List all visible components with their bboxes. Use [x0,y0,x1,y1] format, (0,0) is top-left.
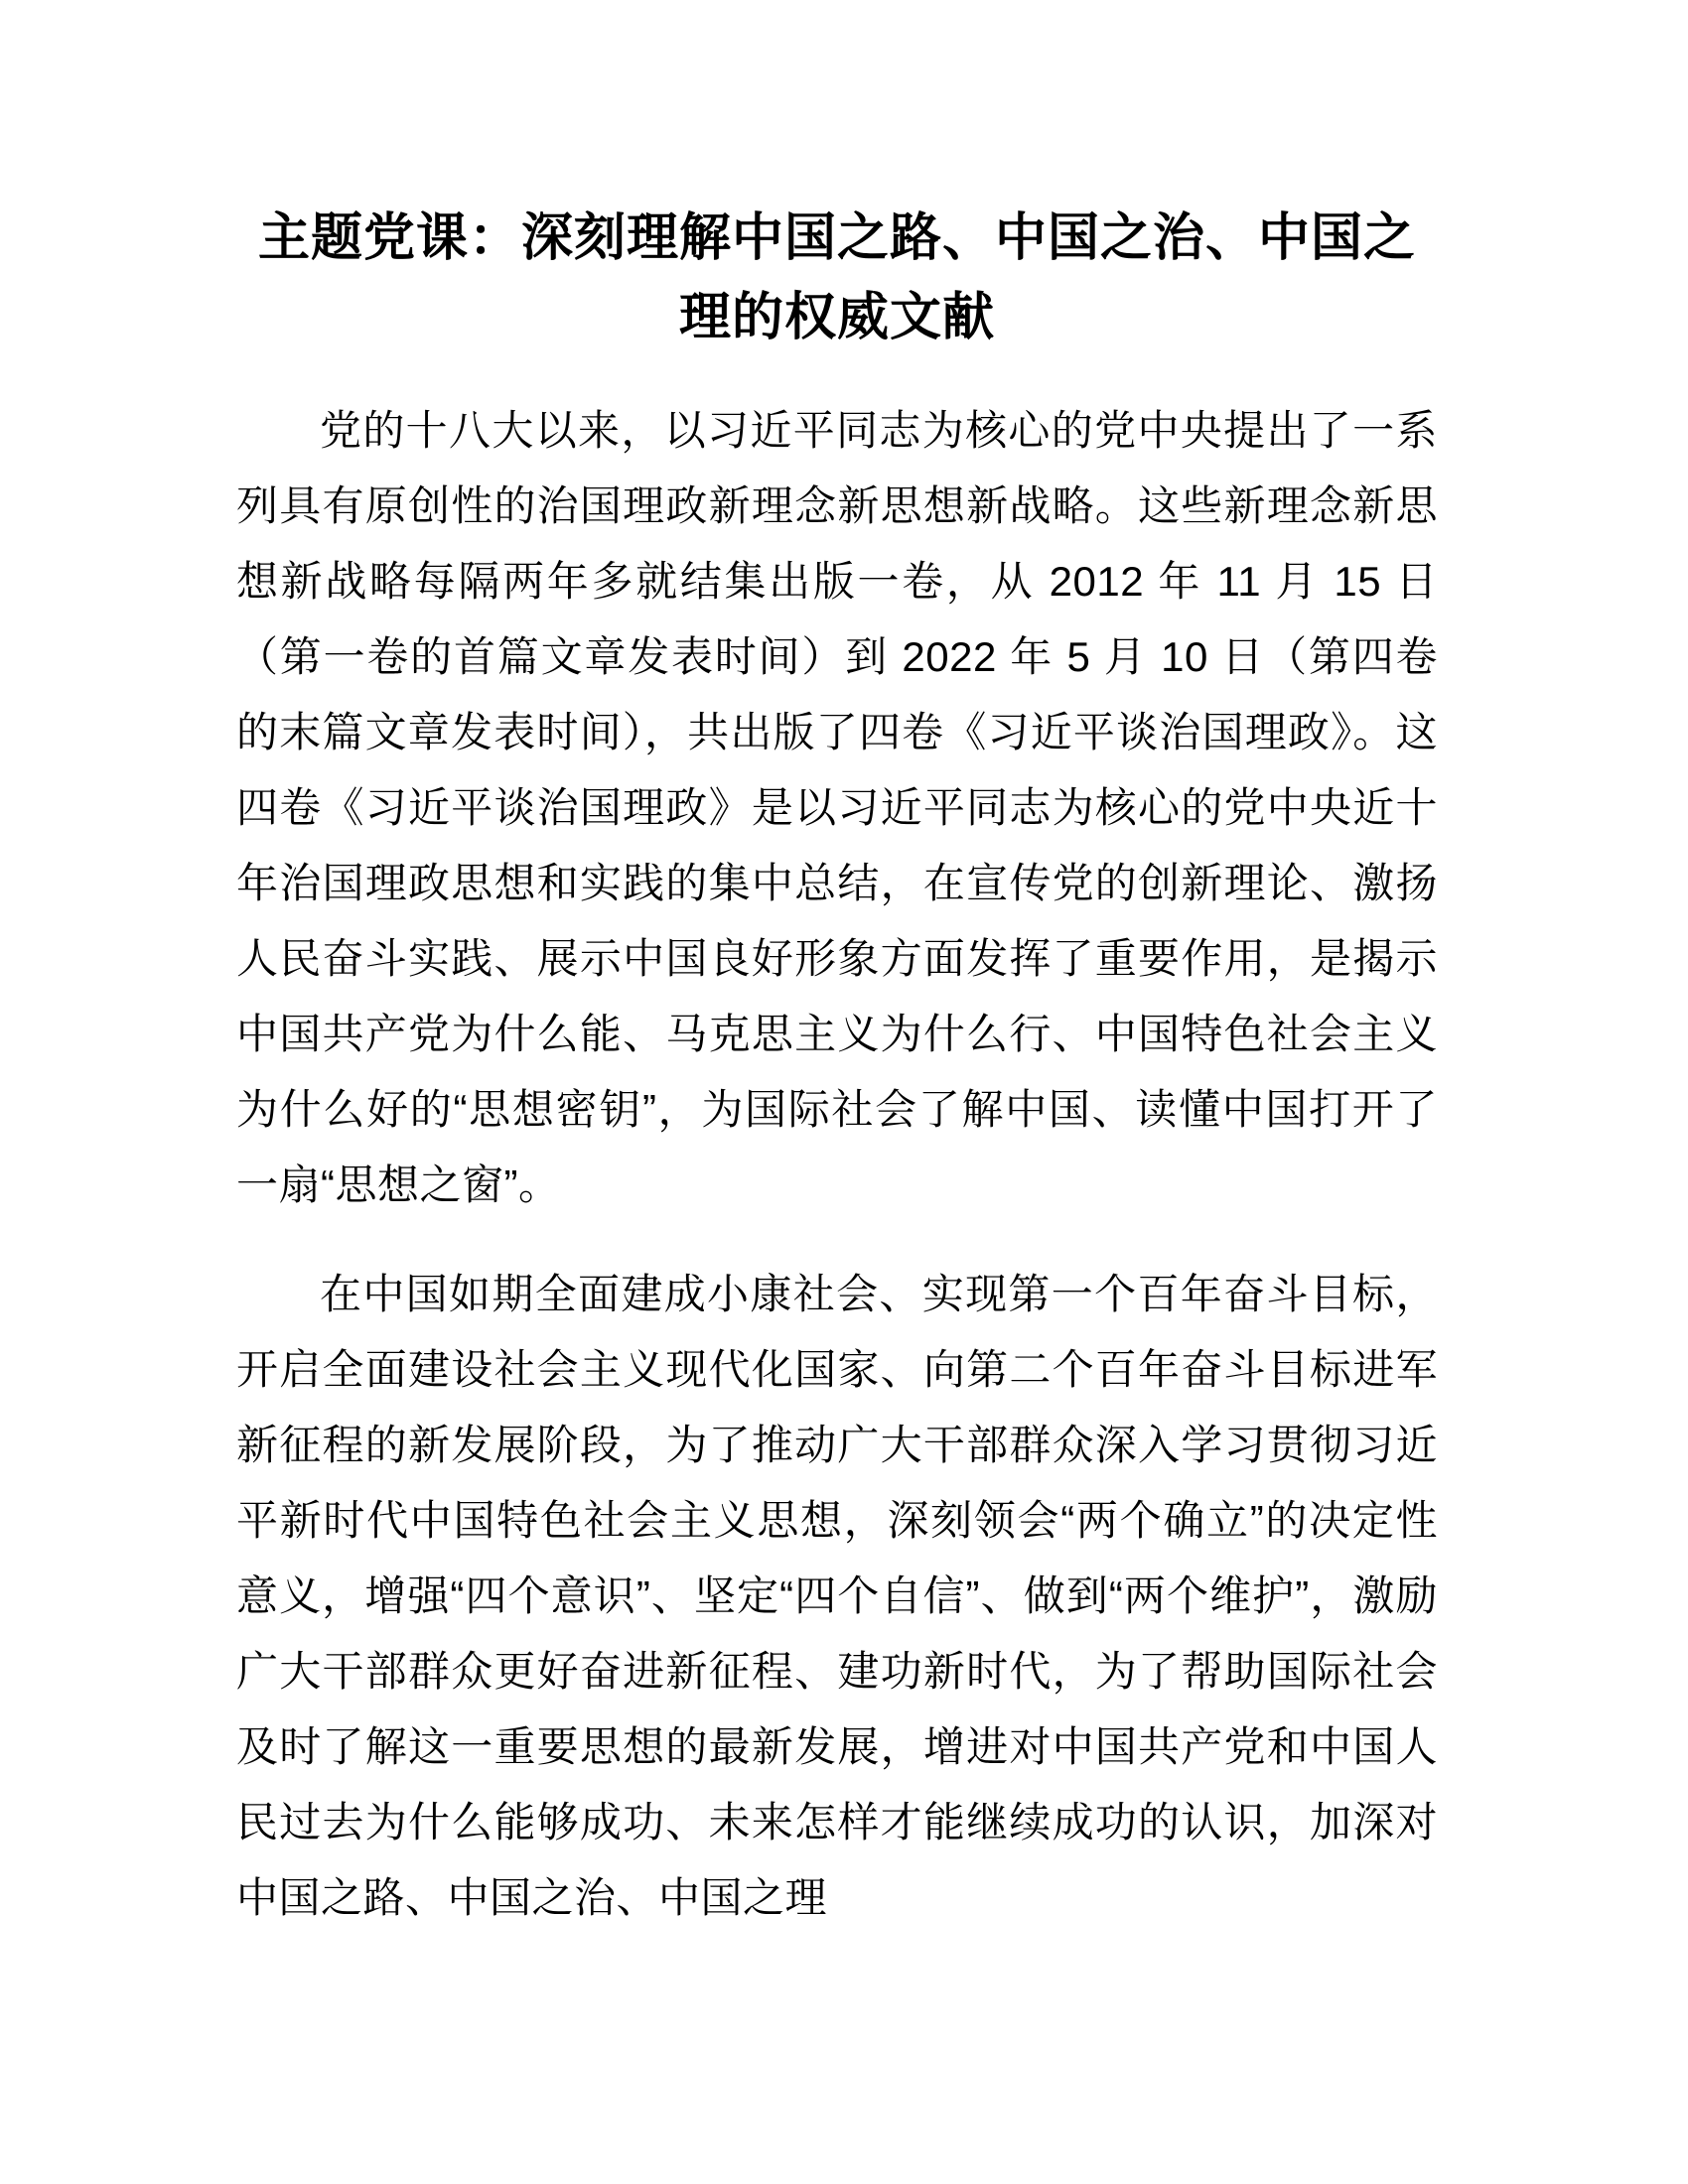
paragraph-1: 党的十八大以来，以习近平同志为核心的党中央提出了一系列具有原创性的治国理政新理念新思想新战略。这些新理念新思想新战略每隔两年多就结集出版一卷，从 2012 年 11 月 15 日（第一卷的首篇文章发表时间）到 2022 年 5 月 10 日（第四卷的末篇文章发表时间），共出版了四卷《习近平谈治国理政》。这四卷《习近平谈治国理政》是以习近平同志为核心的党中央近十年治国理政思想和实践的集中总结，在宣传党的创新理论、激扬人民奋斗实践、展示中国良好形象方面发挥了重要作用，是揭示中国共产党为什么能、马克思主义为什么行、中国特色社会主义为什么好的“思想密钥”，为国际社会了解中国、读懂中国打开了一扇“思想之窗”。 [236,407,1438,1208]
paragraph-2: 在中国如期全面建成小康社会、实现第一个百年奋斗目标，开启全面建设社会主义现代化国家、向第二个百年奋斗目标进军新征程的新发展阶段，为了推动广大干部群众深入学习贯彻习近平新时代中国特色社会主义思想，深刻领会“两个确立”的决定性意义，增强“四个意识”、坚定“四个自信”、做到“两个维护”，激励广大干部群众更好奋进新征程、建功新时代，为了帮助国际社会及时了解这一重要思想的最新发展，增进对中国共产党和中国人民过去为什么能够成功、未来怎样才能继续成功的认识，加深对中国之路、中国之治、中国之理 [236,1271,1438,1921]
document-title: 主题党课：深刻理解中国之路、中国之治、中国之理的权威文献 [257,209,1416,346]
document-body [236,393,1438,1936]
